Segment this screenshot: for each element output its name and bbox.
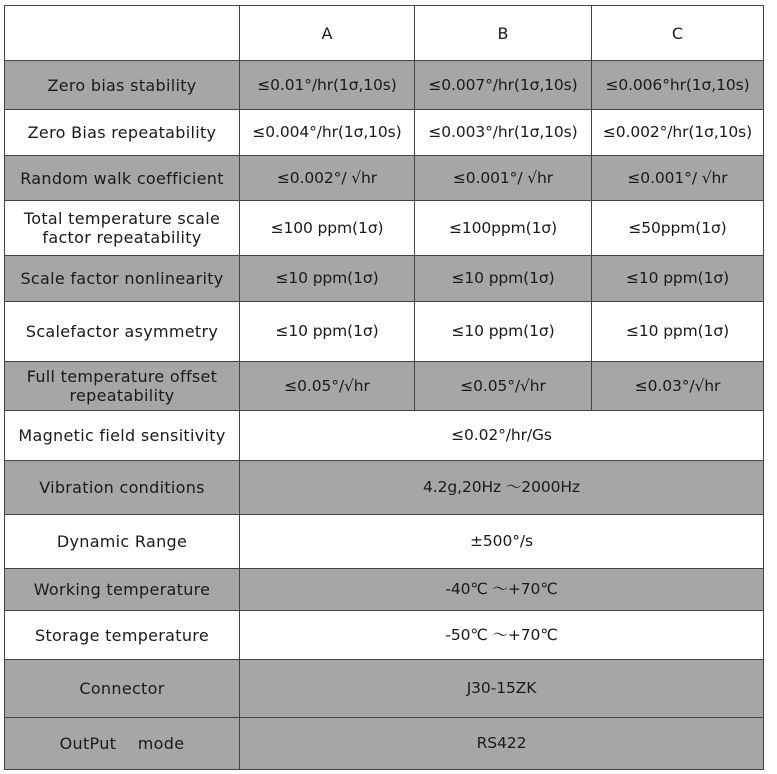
value-b: ≤0.007°/hr(1σ,10s) [415, 61, 592, 110]
row-label: Total temperature scale factor repeatability [5, 201, 240, 256]
row-label: Zero bias stability [5, 61, 240, 110]
row-vibration-conditions [5, 461, 764, 515]
row-scalefactor-asymmetry [5, 302, 764, 362]
value-b: ≤100ppm(1σ) [415, 201, 592, 256]
merged-value: -40℃ ～+70℃ [240, 569, 764, 611]
header-row [5, 6, 764, 61]
row-connector [5, 660, 764, 718]
merged-value: RS422 [240, 718, 764, 770]
header-col-a: A [240, 6, 415, 61]
row-zero-bias-repeatability [5, 110, 764, 156]
merged-value: ≤0.02°/hr/Gs [240, 411, 764, 461]
value-b: ≤0.001°/ √hr [415, 156, 592, 201]
merged-value: -50℃ ～+70℃ [240, 611, 764, 660]
value-c: ≤10 ppm(1σ) [592, 256, 764, 302]
value-c: ≤0.006°hr(1σ,10s) [592, 61, 764, 110]
row-output-mode [5, 718, 764, 770]
value-a: ≤100 ppm(1σ) [240, 201, 415, 256]
value-c: ≤50ppm(1σ) [592, 201, 764, 256]
row-label: Storage temperature [5, 611, 240, 660]
row-label: Dynamic Range [5, 515, 240, 569]
header-col-b: B [415, 6, 592, 61]
row-total-temperature-scale-factor [5, 201, 764, 256]
row-magnetic-field-sensitivity [5, 411, 764, 461]
value-a: ≤0.01°/hr(1σ,10s) [240, 61, 415, 110]
value-a: ≤10 ppm(1σ) [240, 302, 415, 362]
row-label: Vibration conditions [5, 461, 240, 515]
row-scale-factor-nonlinearity [5, 256, 764, 302]
value-b: ≤0.003°/hr(1σ,10s) [415, 110, 592, 156]
value-b: ≤0.05°/√hr [415, 362, 592, 411]
value-c: ≤10 ppm(1σ) [592, 302, 764, 362]
row-zero-bias-stability [5, 61, 764, 110]
value-c: ≤0.03°/√hr [592, 362, 764, 411]
merged-value: 4.2g,20Hz ～2000Hz [240, 461, 764, 515]
row-label: Scalefactor asymmetry [5, 302, 240, 362]
value-a: ≤0.05°/√hr [240, 362, 415, 411]
row-label: Random walk coefficient [5, 156, 240, 201]
value-a: ≤0.004°/hr(1σ,10s) [240, 110, 415, 156]
row-label: Scale factor nonlinearity [5, 256, 240, 302]
merged-value: ±500°/s [240, 515, 764, 569]
value-b: ≤10 ppm(1σ) [415, 302, 592, 362]
row-label: Zero Bias repeatability [5, 110, 240, 156]
row-full-temperature-offset [5, 362, 764, 411]
header-col-c: C [592, 6, 764, 61]
row-storage-temperature [5, 611, 764, 660]
row-label: Connector [5, 660, 240, 718]
row-working-temperature [5, 569, 764, 611]
value-c: ≤0.001°/ √hr [592, 156, 764, 201]
specification-table [4, 5, 764, 770]
value-c: ≤0.002°/hr(1σ,10s) [592, 110, 764, 156]
value-a: ≤10 ppm(1σ) [240, 256, 415, 302]
value-b: ≤10 ppm(1σ) [415, 256, 592, 302]
row-label: OutPut mode [5, 718, 240, 770]
row-random-walk-coefficient [5, 156, 764, 201]
header-blank-cell [5, 6, 240, 61]
row-label: Full temperature offset repeatability [5, 362, 240, 411]
merged-value: J30-15ZK [240, 660, 764, 718]
row-dynamic-range [5, 515, 764, 569]
row-label: Magnetic field sensitivity [5, 411, 240, 461]
row-label: Working temperature [5, 569, 240, 611]
value-a: ≤0.002°/ √hr [240, 156, 415, 201]
